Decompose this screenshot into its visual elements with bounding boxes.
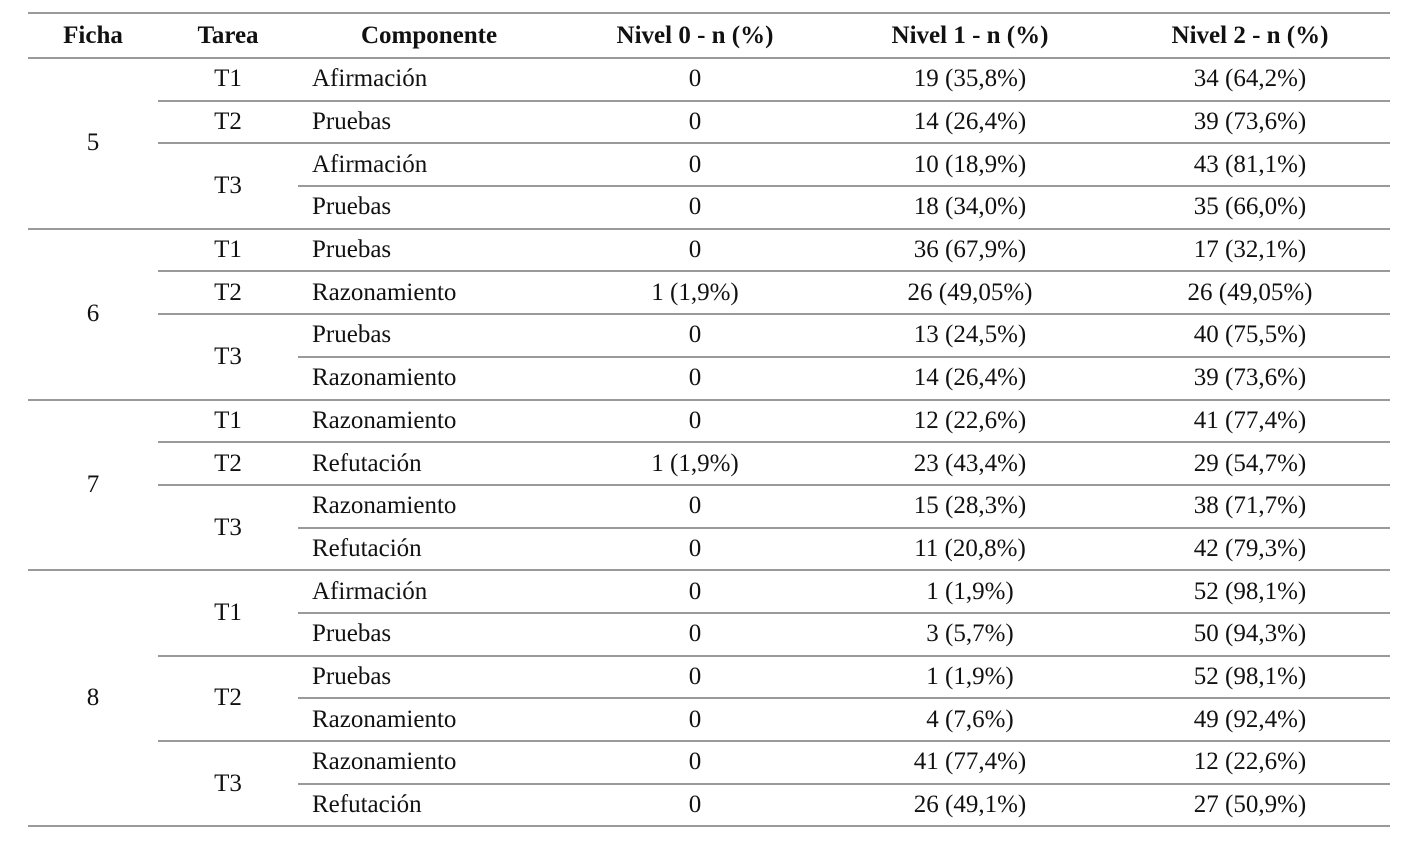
nivel2-cell: 26 (49,05%) bbox=[1187, 278, 1313, 306]
nivel0-cell: 0 bbox=[688, 321, 702, 349]
nivel1-cell: 13 (24,5%) bbox=[913, 321, 1027, 349]
nivel1-cell: 14 (26,4%) bbox=[913, 364, 1027, 392]
componente-cell: Refutación bbox=[312, 791, 422, 819]
tarea-cell: T2 bbox=[214, 449, 242, 477]
nivel2-cell: 12 (22,6%) bbox=[1193, 748, 1307, 776]
ficha-group bbox=[28, 59, 1390, 230]
header-nivel1: Nivel 1 - n (%) bbox=[891, 21, 1049, 49]
nivel2-cell: 41 (77,4%) bbox=[1193, 406, 1307, 434]
table-row bbox=[298, 612, 1390, 655]
nivel1-cell: 18 (34,0%) bbox=[913, 193, 1027, 221]
componente-cell: Razonamiento bbox=[312, 278, 457, 306]
nivel0-cell: 0 bbox=[688, 193, 702, 221]
nivel2-cell: 50 (94,3%) bbox=[1193, 620, 1307, 648]
nivel0-cell: 0 bbox=[688, 492, 702, 520]
nivel2-cell: 40 (75,5%) bbox=[1193, 321, 1307, 349]
tarea-group bbox=[158, 100, 1390, 143]
table-row bbox=[298, 571, 1390, 612]
table-row bbox=[298, 102, 1390, 143]
nivel0-cell: 0 bbox=[688, 108, 702, 136]
nivel0-cell: 0 bbox=[688, 620, 702, 648]
tarea-cell: T1 bbox=[214, 598, 242, 626]
table-row bbox=[298, 742, 1390, 783]
componente-cell: Razonamiento bbox=[312, 492, 457, 520]
table-row bbox=[298, 59, 1390, 100]
nivel1-cell: 11 (20,8%) bbox=[914, 534, 1026, 562]
table-row bbox=[298, 657, 1390, 698]
nivel2-cell: 34 (64,2%) bbox=[1193, 65, 1307, 93]
nivel1-cell: 41 (77,4%) bbox=[913, 748, 1027, 776]
tarea-group bbox=[158, 484, 1390, 569]
componente-cell: Razonamiento bbox=[312, 748, 457, 776]
table-row bbox=[298, 443, 1390, 484]
tarea-cell: T1 bbox=[214, 406, 242, 434]
componente-cell: Razonamiento bbox=[312, 705, 457, 733]
tarea-group bbox=[158, 655, 1390, 740]
nivel1-cell: 26 (49,05%) bbox=[907, 278, 1033, 306]
componente-cell: Pruebas bbox=[312, 236, 392, 264]
componente-cell: Pruebas bbox=[312, 108, 392, 136]
tarea-cell: T3 bbox=[214, 342, 242, 370]
nivel1-cell: 12 (22,6%) bbox=[913, 406, 1027, 434]
nivel1-cell: 1 (1,9%) bbox=[926, 577, 1014, 605]
componente-cell: Razonamiento bbox=[312, 406, 457, 434]
nivel2-cell: 39 (73,6%) bbox=[1193, 108, 1307, 136]
nivel2-cell: 52 (98,1%) bbox=[1193, 577, 1307, 605]
table-row bbox=[298, 783, 1390, 826]
tarea-group bbox=[158, 230, 1390, 271]
nivel2-cell: 49 (92,4%) bbox=[1193, 705, 1307, 733]
table-row bbox=[298, 272, 1390, 313]
table-row bbox=[298, 697, 1390, 740]
ficha-cell: 6 bbox=[86, 300, 100, 328]
nivel0-cell: 0 bbox=[688, 150, 702, 178]
componente-cell: Refutación bbox=[312, 449, 422, 477]
nivel1-cell: 26 (49,1%) bbox=[913, 791, 1027, 819]
table-row bbox=[298, 230, 1390, 271]
componente-cell: Afirmación bbox=[312, 577, 428, 605]
nivel1-cell: 1 (1,9%) bbox=[926, 662, 1014, 690]
componente-cell: Refutación bbox=[312, 534, 422, 562]
nivel0-cell: 0 bbox=[688, 705, 702, 733]
header-ficha: Ficha bbox=[63, 21, 123, 49]
nivel0-cell: 0 bbox=[688, 534, 702, 562]
tarea-group bbox=[158, 142, 1390, 227]
tarea-cell: T2 bbox=[214, 278, 242, 306]
nivel2-cell: 38 (71,7%) bbox=[1193, 492, 1307, 520]
nivel0-cell: 0 bbox=[688, 791, 702, 819]
tarea-group bbox=[158, 270, 1390, 313]
nivel0-cell: 0 bbox=[688, 577, 702, 605]
table-header bbox=[28, 12, 1390, 59]
nivel0-cell: 0 bbox=[688, 65, 702, 93]
nivel2-cell: 42 (79,3%) bbox=[1193, 534, 1307, 562]
header-nivel0: Nivel 0 - n (%) bbox=[616, 21, 774, 49]
table-row bbox=[298, 185, 1390, 228]
table-row bbox=[298, 486, 1390, 527]
tarea-group bbox=[158, 59, 1390, 100]
componente-cell: Pruebas bbox=[312, 662, 392, 690]
nivel2-cell: 35 (66,0%) bbox=[1193, 193, 1307, 221]
header-tarea: Tarea bbox=[197, 21, 259, 49]
nivel2-cell: 39 (73,6%) bbox=[1193, 364, 1307, 392]
nivel2-cell: 52 (98,1%) bbox=[1193, 662, 1307, 690]
nivel1-cell: 4 (7,6%) bbox=[926, 705, 1014, 733]
nivel0-cell: 0 bbox=[688, 662, 702, 690]
tarea-cell: T3 bbox=[214, 172, 242, 200]
nivel2-cell: 43 (81,1%) bbox=[1193, 150, 1307, 178]
nivel0-cell: 0 bbox=[688, 748, 702, 776]
ficha-cell: 5 bbox=[86, 129, 100, 157]
tarea-group bbox=[158, 571, 1390, 654]
nivel1-cell: 10 (18,9%) bbox=[913, 150, 1027, 178]
componente-cell: Razonamiento bbox=[312, 364, 457, 392]
tarea-cell: T2 bbox=[214, 684, 242, 712]
componente-cell: Afirmación bbox=[312, 65, 428, 93]
table-row bbox=[298, 144, 1390, 185]
header-componente: Componente bbox=[360, 21, 498, 49]
componente-cell: Pruebas bbox=[312, 620, 392, 648]
nivel0-cell: 1 (1,9%) bbox=[651, 278, 739, 306]
header-nivel2: Nivel 2 - n (%) bbox=[1171, 21, 1329, 49]
nivel2-cell: 29 (54,7%) bbox=[1193, 449, 1307, 477]
nivel1-cell: 15 (28,3%) bbox=[913, 492, 1027, 520]
nivel0-cell: 0 bbox=[688, 236, 702, 264]
componente-cell: Afirmación bbox=[312, 150, 428, 178]
tarea-group bbox=[158, 313, 1390, 398]
nivel1-cell: 19 (35,8%) bbox=[913, 65, 1027, 93]
nivel2-cell: 17 (32,1%) bbox=[1193, 236, 1307, 264]
table-row bbox=[298, 315, 1390, 356]
componente-cell: Pruebas bbox=[312, 321, 392, 349]
tarea-group bbox=[158, 740, 1390, 825]
tarea-group bbox=[158, 401, 1390, 442]
tarea-cell: T2 bbox=[214, 108, 242, 136]
tarea-group bbox=[158, 441, 1390, 484]
nivel0-cell: 1 (1,9%) bbox=[651, 449, 739, 477]
ficha-group bbox=[28, 571, 1390, 827]
ficha-group bbox=[28, 230, 1390, 401]
table-row bbox=[298, 401, 1390, 442]
table-row bbox=[298, 527, 1390, 570]
tarea-cell: T3 bbox=[214, 769, 242, 797]
nivel1-cell: 14 (26,4%) bbox=[913, 108, 1027, 136]
tarea-cell: T1 bbox=[214, 236, 242, 264]
ficha-group bbox=[28, 401, 1390, 572]
results-table bbox=[28, 12, 1390, 827]
nivel1-cell: 3 (5,7%) bbox=[926, 620, 1014, 648]
tarea-cell: T3 bbox=[214, 513, 242, 541]
nivel1-cell: 36 (67,9%) bbox=[913, 236, 1027, 264]
table-body bbox=[28, 59, 1390, 827]
tarea-cell: T1 bbox=[214, 65, 242, 93]
ficha-cell: 7 bbox=[86, 470, 100, 498]
nivel0-cell: 0 bbox=[688, 406, 702, 434]
nivel1-cell: 23 (43,4%) bbox=[913, 449, 1027, 477]
ficha-cell: 8 bbox=[86, 684, 100, 712]
table-row bbox=[298, 356, 1390, 399]
nivel2-cell: 27 (50,9%) bbox=[1193, 791, 1307, 819]
nivel0-cell: 0 bbox=[688, 364, 702, 392]
componente-cell: Pruebas bbox=[312, 193, 392, 221]
